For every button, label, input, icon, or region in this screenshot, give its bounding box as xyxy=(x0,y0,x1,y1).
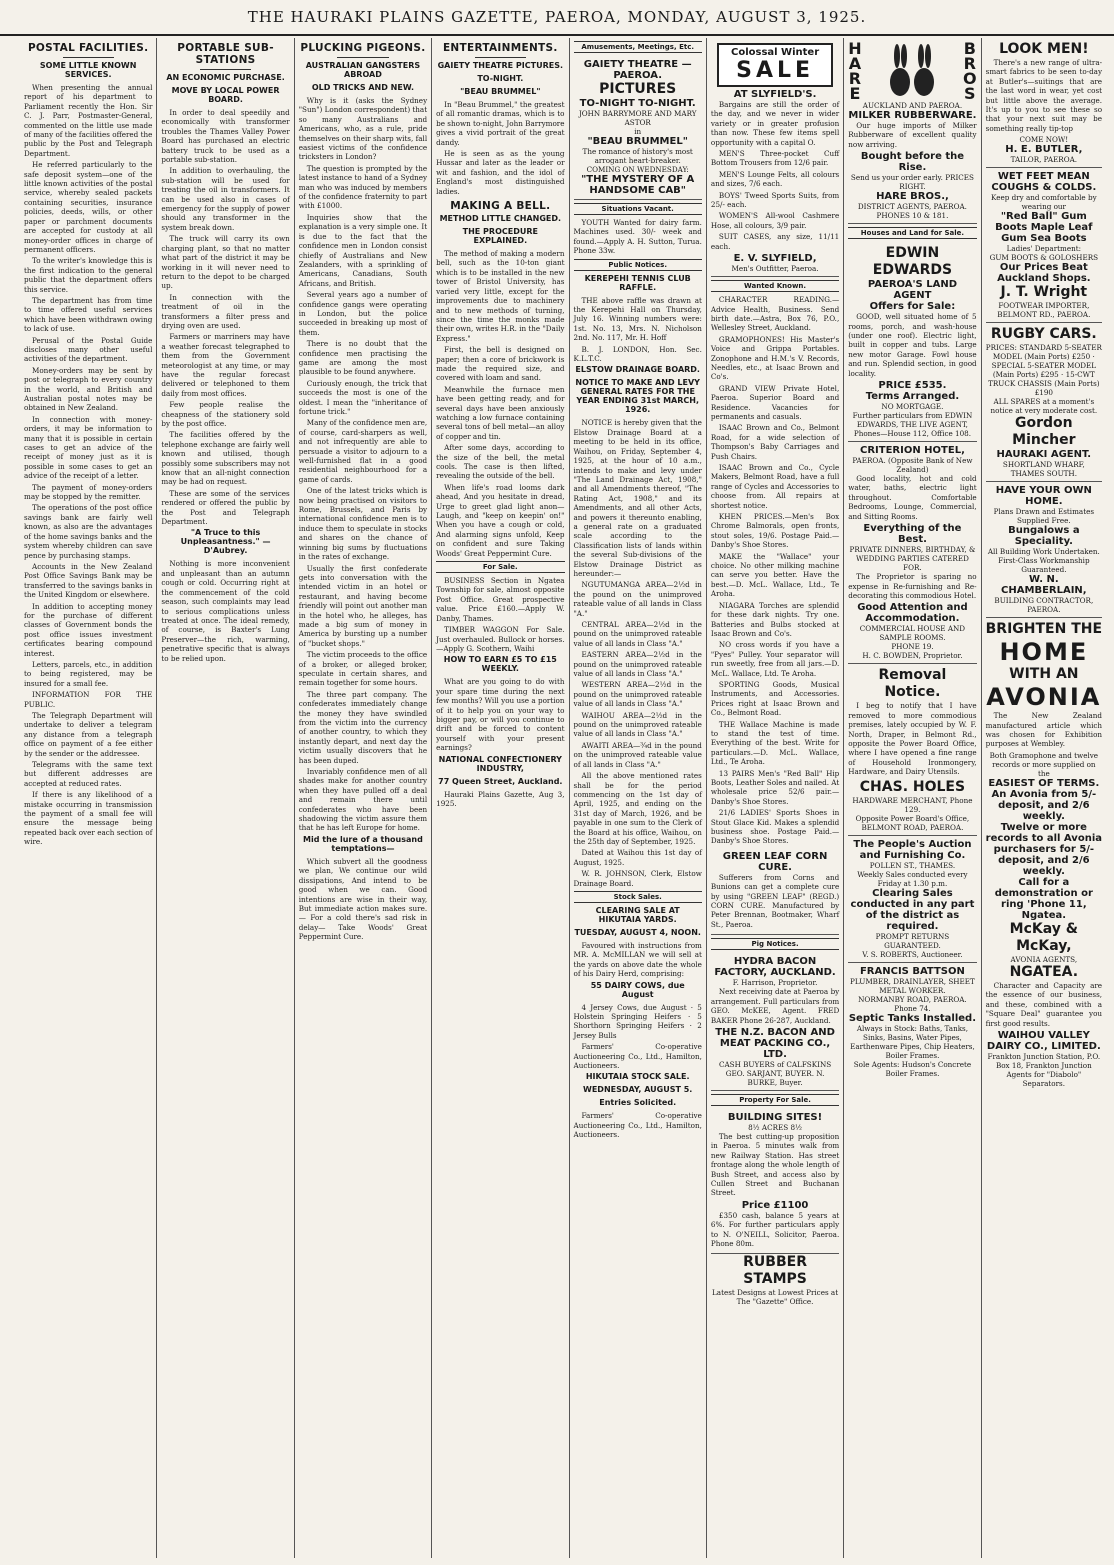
classified-ad: MAKE the "Wallace" your choice. No other milking machine can serve you better. Have the best.—D. McL. Wallace, Ltd., Te Aroha. xyxy=(710,551,840,599)
article-heading: OLD TRICKS AND NEW. xyxy=(311,83,415,92)
article-paragraph: Letters, parcels, etc., in addition to being registered, may be insured for a small fee. xyxy=(24,659,153,688)
article-paragraph: When presenting the annual report of his department to Parliament recently the Hon. Sir C. J. Parr, Postmaster-General, commented on the little use made of many of the facilities offered the public by the Post and Telegraph Department. xyxy=(24,83,153,158)
article-subtitle: AN ECONOMIC PURCHASE. xyxy=(166,73,285,82)
article-body xyxy=(161,108,289,526)
notice-signature: B. J. LONDON, Hon. Sec. K.L.T.C. xyxy=(573,344,702,364)
article-paragraph: Usually the first confederate gets into conversation with the intended victim in an hotel or restaurant, and having become friendly will point out another man in the hotel who, he alleges, has made a big sum of money in America by bursting up a number of "bucket shops." xyxy=(298,563,428,648)
article-paragraph: To the writer's knowledge this is the first indication to the general public that the department offers this service. xyxy=(24,256,153,294)
building-sites-ad: BUILDING SITES! 8½ ACRES 8½ The best cutting-up proposition in Paeroa. 5 minutes walk from new Railway Station. Has street frontage along the whole length of Bush Street, and access also by Cullen Street and Buchanan Street. Price £1100 £350 cash, balance 5 years at 6%. For further particulars apply to N. O'NEILL, Solicitor, Paeroa. Phone 80m. xyxy=(711,1109,839,1254)
notice-date: WEDNESDAY, AUGUST 5. xyxy=(583,1085,693,1095)
article-subtitle: GAIETY THEATRE PICTURES. xyxy=(437,61,563,70)
article-paragraph: The question is prompted by the latest instance to hand of a Sydney man who was induced by members of the confidence fraternity to part with £1000. xyxy=(298,163,428,211)
org-name: NATIONAL CONFECTIONERY INDUSTRY, xyxy=(438,754,562,773)
hare-bros-ad: H A R E B R O S AUCKLAND AND PAEROA. MILKER RUBBERWARE. Our huge imports of Milker Rubberware of excellent quality now arriving. Bought before the Rise. Send us your order early. PRICES RIGHT. HARE BROS., DISTRICT AGENTS, PAEROA. PHONES 10 & 181. xyxy=(848,38,976,224)
notice-signature: W. R. JOHNSON, Clerk, Elstow Drainage Board. xyxy=(573,869,702,888)
classified-ad: ISAAC Brown and Co., Cycle Makers, Belmont Road, have a full range of Cycles and Accessories to choose from. All repairs at shortest notice. xyxy=(710,463,840,510)
article-paragraph: In connection with the treatment of oil in the transformers a filter press and drying oven are used. xyxy=(161,292,290,330)
land-agent-ad: EDWIN EDWARDS PAEROA'S LAND AGENT Offers for Sale: GOOD, well situated home of 5 rooms, porch, and wash-house (under one roof). Electric light, built in copper and tubs. Large new motor Garage. Fowl house and run. Splendid section, in good locality. PRICE £535. Terms Arranged. NO MORTGAGE. Further particulars from EDWIN EDWARDS, THE LIVE AGENT, Phones—House 112, Office 108. xyxy=(848,242,976,442)
rate-area: AWAITI AREA—¾d in the pound on the unimproved rateable value of all lands in Class "A." xyxy=(573,740,702,769)
article-paragraph: Farmers or marriners may have a weather forecast telegraphed to them from the Government meteorologist at any time, or may have the regular forecast delivered or telephoned to them daily from most offices. xyxy=(161,332,290,398)
org-address: 77 Queen Street, Auckland. xyxy=(438,776,563,786)
verse-title: Mid the lure of a thousand temptations— xyxy=(303,834,423,853)
notice-title: ELSTOW DRAINAGE BOARD. xyxy=(575,365,700,375)
column-pigeons xyxy=(295,38,432,1558)
article-paragraph: In connection with money-orders, it may be information to many that it is possible in certain cases to get an advice of the receipt of money just as it is possible in some cases to get an advice of the receipt of a letter. xyxy=(24,414,153,481)
column-substations xyxy=(157,38,294,1558)
article-paragraph: In "Beau Brummel," the greatest of all romantic dramas, which is to be shown to-night, John Barrymore gives a vivid portrait of the great dandy. xyxy=(436,100,565,147)
article-paragraph: Nothing is more inconvenient and unpleasant than an autumn cough or cold. Occurring right at the commencement of the cold season, such complaints may lead to serious complications unless treated at once. The ideal remedy, of course, is Baxter's Lung Preserver—the rich, warming, penetrative specific that is always to be relied upon. xyxy=(161,559,290,663)
classified-ad: GRAMOPHONES! His Master's Voice and Grippa Portables. Zonophone and H.M.'s V. Records, Needles, etc., at Isaac Brown and Co's. xyxy=(710,334,840,382)
article-title: ENTERTAINMENTS. xyxy=(442,42,558,54)
slyfield-ad: Colossal Winter SALE AT SLYFIELD'S. Bargains are still the order of the day, and we never in wider variety or in greater profusion than now. These few items spell opportunity with a capital O. MEN'S Three-pocket Cuff Bottom Trousers from 12/6 pair. MEN'S Lounge Felts, all colours and sizes, 7/6 each. BOYS' Tweed Sports Suits, from 25/- each. WOMEN'S All-wool Cashmere Hose, all colours, 3/9 pair. SUIT CASES, any size, 11/11 each. E. V. SLYFIELD, Men's Outfitter, Paeroa. xyxy=(711,38,839,277)
auction-ad: The People's Auction and Furnishing Co. POLLEN ST., THAMES. Weekly Sales conducted every Friday at 1.30 p.m. Clearing Sales conducted in any part of the district as required. PROMPT RETURNS GUARANTEED. V. S. ROBERTS, Auctioneer. xyxy=(848,836,976,963)
article-paragraph: What are you going to do with your spare time during the next few months? Will you use a portion of it to help you on your way to bigger pay, or will you continue to drift and be forced to content yourself with your present earnings? xyxy=(436,677,565,753)
plumber-ad: FRANCIS BATTSON PLUMBER, DRAINLAYER, SHEET METAL WORKER. NORMANBY ROAD, PAEROA. Phone 74. Septic Tanks Installed. Always in Stock: Baths, Tanks, Sinks, Basins, Water Pipes, Earthenware Pipes, Chip Heaters, Boiler Frames. Sole Agents: Hudson's Concrete Boiler Frames. xyxy=(848,965,977,1078)
builder-ad: HAVE YOUR OWN HOME. Plans Drawn and Estimates Supplied Free. Bungalows a Speciality. All Building Work Undertaken. First-Class Workmanship Guaranteed. W. N. CHAMBERLAIN, BUILDING CONTRACTOR, PAEROA. xyxy=(986,482,1102,618)
bros-letter: B xyxy=(963,39,976,58)
notice-signature: Farmers' Co-operative Auctioneering Co., Ltd., Hamilton, Auctioneers. xyxy=(573,1042,702,1071)
verse: When life's road looms dark ahead, And you hesitate in dread, Urge to greet glad light anon— Laugh, and "keep on keepin' on!" When you have a cough or cold, And alarming signs unfold, Keep on confident and sure Taking Woods' Great Peppermint Cure. xyxy=(436,482,565,558)
article-paragraph: Meanwhile the furnace men have been getting ready, and for several days have been anxiously watching a low furnace containing several tons of bell metal—an alloy of copper and tin. xyxy=(436,384,565,441)
hare-letter: A xyxy=(848,54,862,73)
article-paragraph: The department has from time to time offered useful services which have been withdrawn owing to lack of use. xyxy=(24,295,153,334)
article-heading: TO-NIGHT. xyxy=(477,74,524,83)
sale-item: BOYS' Tweed Sports Suits, from 25/- each. xyxy=(710,190,840,210)
section-label: Amusements, Meetings, Etc. xyxy=(574,41,702,53)
article-paragraph: Perusal of the Postal Guide discloses many other useful activities of the department. xyxy=(24,335,153,364)
article-paragraph: After some days, according to the size of the bell, the metal cools. The case is then lifted, revealing the outside of the bell. xyxy=(436,443,565,481)
article-paragraph: In addition to accepting money for the purchase of different classes of Government bonds the post office issues investment certificates bearing compound interest. xyxy=(24,601,153,658)
section-label: Pig Notices. xyxy=(711,938,839,950)
article-body xyxy=(436,249,564,481)
classified-ad: TIMBER WAGGON For Sale. Just overhauled. Bullock or horses.—Apply G. Scothern, Waihi xyxy=(436,625,565,653)
bros-letter: O xyxy=(963,69,977,88)
article-paragraph: If there is any likelihood of a mistake occurring in transmission the payment of a small fee will ensure the message being repeated back over each section of wire. xyxy=(24,790,153,847)
notice-title: CLEARING SALE AT HIKUTAIA YARDS. xyxy=(595,905,680,924)
section-label: Wanted Known. xyxy=(711,280,839,292)
article-paragraph: The method of making a modern bell, such as the 10-ton giant which is to be installed in the new tower of Bristol University, has varied very little, except for the improvements due to machinery and to new methods of turning, since the time the monks made their own, writes H.R. in the "Daily Express." xyxy=(436,249,565,343)
article-heading: MOVE BY LOCAL POWER BOARD. xyxy=(171,86,280,104)
article-paragraph: The Telegraph Department will undertake to deliver a telegram any distance from a telegraph office on payment of a fee either by the sender or the addressee. xyxy=(24,711,153,758)
sale-banner: Colossal Winter SALE xyxy=(717,43,833,87)
masthead: THE HAURAKI PLAINS GAZETTE, PAEROA, MONDAY, AUGUST 3, 1925. xyxy=(0,0,1114,36)
section-label: Property For Sale. xyxy=(711,1094,839,1106)
sale-item: WOMEN'S All-wool Cashmere Hose, all colours, 3/9 pair. xyxy=(710,211,840,230)
article-paragraph: INFORMATION FOR THE PUBLIC. xyxy=(24,690,153,709)
classified-ad: CHARACTER READING.—Advice Health, Business. Send birth date.—Astra, Box 76, P.O., Wellesley Street, Auckland. xyxy=(710,295,840,333)
classified-ad: BUSINESS Section in Ngatea Township for sale, almost opposite Post Office. Great prospective value. Price £160.—Apply W. Danby, Thames. xyxy=(436,576,565,623)
article-paragraph: The facilities offered by the telephone exchange are fairly well known and utilised, though possibly some subscribers may not know that an all-night connection may be had on request. xyxy=(161,430,290,487)
notice-title: KEREPEHI TENNIS CLUB RAFFLE. xyxy=(584,273,691,292)
notice-body: THE above raffle was drawn at the Kerepehi Hall on Thursday, July 16. Winning numbers were: 1st. No. 13, Mrs. N. Nicholson 2nd. No. 117, Mr. H. Hoff xyxy=(573,295,702,343)
rabbits-icon xyxy=(882,42,942,100)
sale-item: MEN'S Lounge Felts, all colours and sizes, 7/6 each. xyxy=(710,169,840,189)
classified-ad: 13 PAIRS Men's "Red Ball" Hip Boots, Leather Soles and nailed. At wholesale price 52/6 pair.—Danby's Shoe Stores. xyxy=(710,768,840,806)
article-paragraph: Accounts in the New Zealand Post Office Savings Bank may be transferred to the savings banks in the United Kingdom or elsewhere. xyxy=(24,561,153,600)
article-paragraph: Telegrams with the same text but different addresses are accepted at reduced rates. xyxy=(24,760,153,788)
notice-body: All the above mentioned rates shall be for the period commencing on the 1st day of April, 1925, and ending on the 31st day of March, 1926, and be payable in one sum to the Clerk of the Board at his office, Waihou, on the 25th day of September, 1925. xyxy=(573,771,702,846)
column-sale: Colossal Winter SALE AT SLYFIELD'S. Bargains are still the order of the day, and we never in wider variety or in greater profusion than now. These few items spell opportunity with a capital O. MEN'S Three-pocket Cuff Bottom Trousers from 12/6 pair. MEN'S Lounge Felts, all colours and sizes, 7/6 each. BOYS' Tweed Sports Suits, from 25/- each. WOMEN'S All-wool Cashmere Hose, all colours, 3/9 pair. SUIT CASES, any size, 11/11 each. E. V. SLYFIELD, Men's Outfitter, Paeroa. Wanted Known. CHARACTER READING.—Advice Health, Business. Send birth date.—Astra, Box 76, P.O., Wellesley Street, Auckland. GRAMOPHONES! His Master's Voice and Grippa Portables. Zonophone and H.M.'s V. Records, Needles, etc., at Isaac Brown and Co's. GRAND VIEW Private Hotel, Paeroa. Superior Board and Residence. Vacancies for permanents and casuals. ISAAC Brown and Co., Belmont Road, for a wide selection of Thompson's Baby Carriages and Push Chairs. ISAAC Brown and Co., Cycle Makers, Belmont Road, have a full range of Cycles and Accessories to choose from. All repairs at shortest notice. KHEN PRICES.—Men's Box Chrome Balmorals, open fronts, stout soles, 19/6. Postage Paid.—Danby's Shoe Stores. MAKE the "Wallace" your choice. No other milking machine can serve you better. Have the best.—D. McL. Wallace, Ltd., Te Aroha. NIAGARA Torches are splendid for these dark nights. Try one. Batteries and Bulbs stocked at Isaac Brown and Co's. NO cross words if you have a "Pyes" Pulley. Your separator will run sweetly, free from all jars.—D. McL. Wallace, Ltd. Te Aroha. SPORTING Goods, Musical Instruments, and Accessories. Prices right at Isaac Brown and Co., Belmont Road. THE Wallace Machine is made to stand the test of time. Everything of the best. Write for particulars.—D. McL. Wallace, Ltd., Te Aroha. 13 PAIRS Men's "Red Ball" Hip Boots, Leather Soles and nailed. At wholesale price 52/6 pair.—Danby's Shoe Stores. 21/6 LADIES' Sports Shoes in Stout Glace Kid. Makes a splendid business shoe. Postage Paid.—Danby's Shoe Stores. GREEN LEAF CORN CURE. Sufferers from Corns and Bunions can get a complete cure by using "GREEN LEAF" (REGD.) CORN CURE. Manufactured by Peter Brennan, Bootmaker, Wharf St., Paeroa. Pig Notices. HYDRA BACON FACTORY, AUCKLAND. F. Harrison, Proprietor. Next receiving date at Paeroa by arrangement. Full particulars from GEO. McKEE, Agent. FRED BAKER Phone 26-287, Auckland. THE N.Z. BACON AND MEAT PACKING CO., LTD. CASH BUYERS of CALFSKINS GEO. SARJANT, BUYER. N. BURKE, Buyer. Property For Sale. BUILDING SITES! 8½ ACRES 8½ The best cutting-up proposition in Paeroa. 5 minutes walk from new Railway Station. Has street frontage along the whole length of Bush Street, and access also by Cullen Street and Buchanan Street. Price £1100 £350 cash, balance 5 years at 6%. For further particulars apply to N. O'NEILL, Solicitor, Paeroa. Phone 80m. RUBBER STAMPS Latest Designs at Lowest Prices at The "Gazette" Office. xyxy=(707,38,844,1558)
hare-letter: H xyxy=(848,39,862,58)
article-subtitle: METHOD LITTLE CHANGED. xyxy=(439,214,562,224)
article-subtitle: SOME LITTLE KNOWN SERVICES. xyxy=(39,61,137,79)
article-paragraph: The payment of money-orders may be stopped by the remitter. xyxy=(24,482,153,502)
notice-body: NOTICE is hereby given that the Elstow Drainage Board at a meeting to be held in its office, Waihou, on Friday, September 4, 1925, at the hour of 10 a.m., intends to make and levy under "The Land Drainage Act, 1908," and all Amendments thereof, "The Rating Act, 1908," and its Amendments, and all other Acts, and powers it thereunto enabling, a general rate on a graduated scale according to the Classification lists of lands within the several Sub-divisions of the Elstow Drainage District as hereunder:— xyxy=(573,418,702,578)
section-label: For Sale. xyxy=(436,561,564,573)
avonia-ad: BRIGHTEN THE HOME WITH AN AVONIA The New Zealand manufactured article which was chosen for Exhibition purposes at Wembley. Both Gramophone and twelve records or more supplied on the EASIEST OF TERMS. An Avonia from 5/- deposit, and 2/6 weekly. Twelve or more records to all Avonia purchasers for 5/- deposit, and 2/6 weekly. Call for a demonstration or ring 'Phone 11, Ngatea. McKay & McKay, AVONIA AGENTS, NGATEA. Character and Capacity are the essence of our business, and these, combined with a "Square Deal" guarantee you first good results. WAIHOU VALLEY DAIRY CO., LIMITED. Frankton Junction Station, P.O. Box 18, Frankton Junction Agents for "Diabolo" Separators. xyxy=(985,621,1103,1088)
column-notices xyxy=(570,38,707,1558)
page-columns xyxy=(20,38,1106,1558)
column-butler xyxy=(982,38,1106,1558)
footer: Hauraki Plains Gazette, Aug 3, 1925. xyxy=(436,789,565,808)
article-body xyxy=(299,96,427,833)
article-heading: "A Truce to this Unpleasantness." —D'Aubrey. xyxy=(180,528,271,556)
column-entertainments xyxy=(432,38,569,1558)
rate-area: EASTERN AREA—2½d in the pound on the unimproved rateable value of all lands in Class "A." xyxy=(573,650,702,679)
removal-notice-ad: Removal Notice. I beg to notify that I have removed to more commodious premises, lately occupied by W. F. North, Draper, in Belmont Rd., opposite the Power Board Office, where I have opened a fine range of Household Ironmongery, Hardware, and Dairy Utensils. CHAS. HOLES HARDWARE MERCHANT, Phone 129. Opposite Power Board's Office, BELMONT ROAD, PAEROA. xyxy=(848,664,976,835)
wright-ad: WET FEET MEAN COUGHS & COLDS. Keep dry and comfortable by wearing our "Red Ball" Gum Boots Maple Leaf Gum Sea Boots Ladies' Department: GUM BOOTS & GOLOSHERS Our Prices Beat Auckland Shops. J. T. Wright FOOTWEAR IMPORTER, BELMONT RD., PAEROA. xyxy=(986,168,1102,323)
notice-heading: Entries Solicited. xyxy=(599,1098,677,1108)
article-paragraph: The victim proceeds to the office of a broker, or alleged broker, speculate in certain shares, and remain together for some hours. xyxy=(298,650,428,688)
criterion-hotel-ad: CRITERION HOTEL, PAEROA. (Opposite Bank of New Zealand) Good locality, hot and cold water, baths, electric light throughout. Comfortable Bedrooms, Lounge, Commercial, and Sitting Rooms. Everything of the Best. PRIVATE DINNERS, BIRTHDAY, & WEDDING PARTIES CATERED FOR. The Proprietor is sparing no expense in Re-furnishing and Re-decorating this commodious Hotel. Good Attention and Accommodation. COMMERCIAL HOUSE AND SAMPLE ROOMS. PHONE 19. H. C. BOWDEN, Proprietor. xyxy=(848,442,976,664)
article-paragraph: Many of the confidence men are, of course, card-sharpers as well, and not infrequently are able to persuade a visitor to adjourn to a well-furnished flat in a good residential neighbourhood for a game of cards. xyxy=(298,418,428,484)
notice-heading: NOTICE TO MAKE AND LEVY GENERAL RATES FOR THE YEAR ENDING 31st MARCH, 1926. xyxy=(575,378,700,415)
gaiety-ad: GAIETY THEATRE — PAEROA. PICTURES TO-NIGHT TO-NIGHT. JOHN BARRYMORE AND MARY ASTOR in "BEAU BRUMMEL" The romance of history's most arrogant heart-breaker. COMING ON WEDNESDAY: "THE MYSTERY OF A HANDSOME CAB" xyxy=(574,56,702,200)
classified-ad: THE Wallace Machine is made to stand the test of time. Everything of the best. Write for particulars.—D. McL. Wallace, Ltd., Te Aroha. xyxy=(710,719,840,767)
section-label: Stock Sales. xyxy=(574,891,702,903)
article-paragraph: Why is it (asks the Sydney "Sun") London correspondent) that so many Australians and Americans, who, as a rule, pride themselves on their sharp wits, fall easiest victims of the confidence tricksters in London? xyxy=(298,96,428,162)
rate-areas xyxy=(574,580,702,769)
article-heading: HOW TO EARN £5 TO £15 WEEKLY. xyxy=(443,655,557,674)
rugby-cars-ad: RUGBY CARS. PRICES: STANDARD 5-SEATER MODEL (Main Ports) £250 · SPECIAL 5-SEATER MODEL (Main Ports) £295 · 15-CWT TRUCK CHASSIS (Main Ports) £190 ALL SPARES at a moment's notice at very moderate cost. Gordon Mincher HAURAKI AGENT. SHORTLAND WHARF, THAMES SOUTH. xyxy=(986,323,1102,482)
article-title: POSTAL FACILITIES. xyxy=(27,42,149,54)
rate-area: WAIHOU AREA—2½d in the pound on the unimproved rateable value of all lands in Class "A." xyxy=(573,710,702,739)
classified-ad: KHEN PRICES.—Men's Box Chrome Balmorals, open fronts, stout soles, 19/6. Postage Paid.—Danby's Shoe Stores. xyxy=(710,512,840,550)
article-paragraph: First, the bell is designed on paper; then a core of brickwork is made the required size, and covered with loam and sand. xyxy=(436,345,565,383)
classified-ads xyxy=(711,295,839,846)
butler-ad: LOOK MEN! There's a new range of ultra-smart fabrics to be seen to-day at Butler's—suitings that are the last word in wear, yet cost but little above the average. It's up to you to see these so that your next suit may be something really tip-top COME NOW! H. E. BUTLER, TAILOR, PAEROA. xyxy=(986,38,1102,168)
rubber-stamps-ad: RUBBER STAMPS xyxy=(743,1254,807,1288)
article-title: PLUCKING PIGEONS. xyxy=(300,42,426,54)
notice-signature: Farmers' Co-operative Auctioneering Co., Ltd., Hamilton, Auctioneers. xyxy=(573,1111,702,1140)
notice-body: 4 Jersey Cows, due August · 5 Holstein Springing Heifers · 5 Shorthorn Springing Heifers · 2 Jersey Bulls xyxy=(573,1002,702,1040)
notice-title: HIKUTAIA STOCK SALE. xyxy=(585,1072,690,1082)
article-paragraph: There is no doubt that the confidence men practising the game are among the most plausible to be found anywhere. xyxy=(298,339,428,377)
classified-ad: NIAGARA Torches are splendid for these dark nights. Try one. Batteries and Bulbs stocked at Isaac Brown and Co's. xyxy=(710,600,840,638)
article-paragraph: The three part company. The confederates immediately change the money they have swindled from the victim into the currency of another country, to which they instantly depart, and next day the victim usually discovers that he has been duped. xyxy=(298,689,428,765)
sale-item: SUIT CASES, any size, 11/11 each. xyxy=(710,232,840,251)
article-paragraph: He referred particularly to the safe deposit system—one of the little known activities of the postal service, whereby sealed packets containing securities, insurance policies, deeds, wills, or other paper or parchment documents are accepted for custody at all money-order offices in charge of permanent officers. xyxy=(24,160,153,254)
classified-ad: SPORTING Goods, Musical Instruments, and Accessories. Prices right at Isaac Brown and Co., Belmont Road. xyxy=(710,679,840,718)
article-paragraph: One of the latest tricks which is now being practised on visitors to Rome, Brussels, and Paris by international confidence men is to induce them to speculate in stocks and shares on the chance of winning big sums by fluctuations in the rates of exchange. xyxy=(298,486,428,562)
article-paragraph: Invariably confidence men of all shades make for another country when they have pulled off a deal and remain there until confederates who have been shadowing the victim assure them that he has left Europe for home. xyxy=(298,767,428,833)
classified-ad: ISAAC Brown and Co., Belmont Road, for a wide selection of Thompson's Baby Carriages and Push Chairs. xyxy=(710,423,840,461)
article-paragraph: These are some of the services rendered or offered the public by the Post and Telegraph Department. xyxy=(161,488,290,527)
sale-items xyxy=(711,149,839,251)
notice-body: Favoured with instructions from MR. A. McMILLAN we will sell at the yards on above date the whole of his Dairy Herd, comprising: xyxy=(573,940,702,979)
article-paragraph: Several years ago a number of confidence gangs were operating in London, but the police succeeded in breaking up most of them. xyxy=(298,290,428,337)
section-label: Houses and Land for Sale. xyxy=(848,227,976,239)
bros-letter: R xyxy=(963,54,976,73)
verse: Which subvert all the goodness we plan, We continue our wild dissipations, And intend to be good when we can. Good intentions are wise in their way, But immediate action makes sure.— For a cold there's sad risk in delay— Take Woods' Great Peppermint Cure. xyxy=(298,856,428,942)
article-paragraph: Few people realise the cheapness of the stationery sold by the post office. xyxy=(161,400,290,428)
classified-ad: 21/6 LADIES' Sports Shoes in Stout Glace Kid. Makes a splendid business shoe. Postage Paid.—Danby's Shoe Stores. xyxy=(710,808,840,846)
notice-heading: 55 DAIRY COWS, due August xyxy=(590,980,685,999)
section-label: Public Notices. xyxy=(574,259,702,271)
article-body xyxy=(436,100,564,196)
hare-letter: R xyxy=(848,69,862,88)
corn-cure-ad: GREEN LEAF CORN CURE. Sufferers from Corns and Bunions can get a complete cure by using "GREEN LEAF" (REGD.) CORN CURE. Manufactured by Peter Brennan, Bootmaker, Wharf St., Paeroa. xyxy=(711,848,839,935)
notice-date: TUESDAY, AUGUST 4, NOON. xyxy=(574,927,701,937)
classified-ad: YOUTH Wanted for dairy farm. Machines used. 30/- week and found.—Apply A. H. Sutton, Turua. Phone 33w. xyxy=(573,218,702,256)
section-label: Situations Vacant. xyxy=(574,203,702,215)
hare-letter: E xyxy=(849,84,861,103)
article-paragraph: The truck will carry its own charging plant, so that no matter what part of the district it may be working in it will never need to return to the depot to be charged up. xyxy=(161,234,290,291)
notice-date: Dated at Waihou this 1st day of August, 1925. xyxy=(573,848,702,867)
article-paragraph: Inquiries show that the explanation is a very simple one. It is due to the fact that the confidence men in London consist chiefly of Australians and New Zealanders, with a sprinkling of Americans, Canadians, South Africans, and British. xyxy=(298,212,428,288)
article-paragraph: The operations of the post office savings bank are fairly well known, as also are the advantages of the home savings banks and the system whereby children can save pence by purchasing stamps. xyxy=(24,503,153,560)
article-paragraph: He is seen as as the young Hussar and later as the leader or wit and fashion, and the idol of England's most distinguished ladies. xyxy=(436,149,565,196)
article-heading: THE PROCEDURE EXPLAINED. xyxy=(462,227,538,246)
classified-ad: NO cross words if you have a "Pyes" Pulley. Your separator will run sweetly, free from all jars.—D. McL. Wallace, Ltd. Te Aroha. xyxy=(710,640,840,678)
article-body xyxy=(24,83,152,847)
article-paragraph: Money-orders may be sent by post or telegraph to every country in the world, and British and Australian postal notes may be obtained in New Zealand. xyxy=(24,365,153,413)
column-hare-bros xyxy=(844,38,981,1558)
article-paragraph: In order to deal speedily and economically with transformer troubles the Thames Valley Power Board has purchased an electric battery truck to be used as a portable sub-station. xyxy=(161,108,290,165)
article-heading: "BEAU BRUMMEL" xyxy=(460,87,541,96)
bros-letter: S xyxy=(964,84,976,103)
bacon-ad: HYDRA BACON FACTORY, AUCKLAND. F. Harrison, Proprietor. Next receiving date at Paeroa by arrangement. Full particulars from GEO. McKEE, Agent. FRED BAKER Phone 26-287, Auckland. THE N.Z. BACON AND MEAT PACKING CO., LTD. CASH BUYERS of CALFSKINS GEO. SARJANT, BUYER. N. BURKE, Buyer. xyxy=(711,953,839,1091)
article-title: PORTABLE SUB-STATIONS xyxy=(177,42,274,66)
column-postal xyxy=(20,38,157,1558)
article-subtitle: AUSTRALIAN GANGSTERS ABROAD xyxy=(305,61,421,79)
article-paragraph: Curiously enough, the trick that succeeds the most is one of the oldest. I mean the "inheritance of fortune trick." xyxy=(298,378,428,416)
classified-ad: GRAND VIEW Private Hotel, Paeroa. Superior Board and Residence. Vacancies for permanents and casuals. xyxy=(710,383,840,421)
article-paragraph: In addition to overhauling, the sub-station will be used for treating the oil in transformers. It can be used also in cases of emergency for the supply of power should any transformer in the system break down. xyxy=(161,166,290,232)
rate-area: NGUTUMANGA AREA—2½d in the pound on the unimproved rateable value of all lands in Class "A." xyxy=(573,580,702,618)
rate-area: WESTERN AREA—2½d in the pound on the unimproved rateable value of all lands in Class "A." xyxy=(573,680,702,709)
sale-item: MEN'S Three-pocket Cuff Bottom Trousers from 12/6 pair. xyxy=(710,149,840,168)
rate-area: CENTRAL AREA—2½d in the pound on the unimproved rateable value of all lands in Class "A." xyxy=(573,620,702,648)
article-title: MAKING A BELL. xyxy=(450,200,551,213)
